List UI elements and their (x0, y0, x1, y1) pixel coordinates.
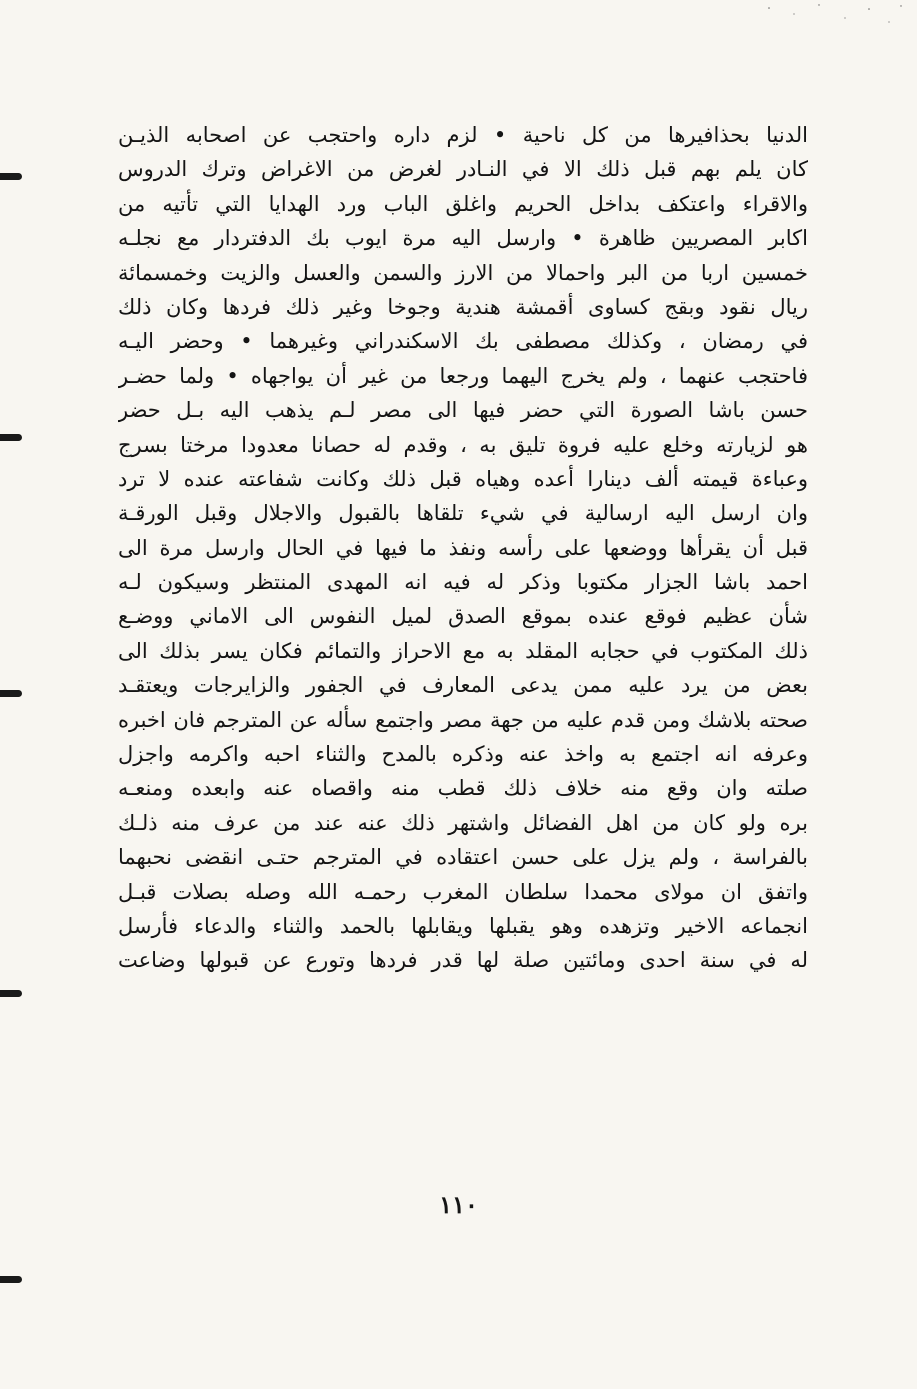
text-line: اكابر المصريين ظاهرة • وارسل اليه مرة ايوب بك الدفتردار مع نجلـه (118, 226, 808, 251)
text-line: قبل أن يقرأها ووضعها على رأسه ونفذ ما فيها في الحال وارسل مرة الى (118, 535, 808, 560)
text-line: له في سنة احدى ومائتين صلة لها قدر فردها وتورع عن قبولها وضاعت (118, 948, 808, 973)
binding-mark (0, 434, 22, 441)
binding-mark (0, 173, 22, 180)
text-line: الدنيا بحذافيرها من كل ناحية • لزم داره واحتجب عن اصحابه الذيـن (118, 123, 808, 147)
text-line: فاحتجب عنهما ، ولم يخرج اليهما ورجعا من غير أن يواجهاه • ولما حضـر (118, 363, 808, 388)
binding-mark (0, 990, 22, 997)
text-line: انجماعه الاخير وتزهده وهو يقبلها ويقابلها بالحمد والثناء والدعاء فأرسل (118, 913, 808, 938)
text-line: ريال نقود وبقج كساوى أقمشة هندية وجوخا وغير ذلك فردها وكان ذلك (118, 294, 808, 319)
text-line: خمسين اربا من البر واحمالا من الارز والسمن والعسل والزيت وخمسمائة (118, 260, 808, 285)
text-line: احمد باشا الجزار مكتوبا وذكر له فيه انه المهدى المنتظر وسيكون لـه (118, 570, 808, 595)
binding-mark (0, 690, 22, 697)
text-line: وان ارسل اليه ارسالية في شيء تلقاها بالقبول والاجلال وقبل الورقـة (118, 501, 808, 526)
text-line: واتفق ان مولاى محمدا سلطان المغرب رحمـه الله وصله بصلات قبـل (118, 879, 808, 904)
text-line: حسن باشا الصورة التي حضر فيها الى مصر لـم يذهب اليه بـل حضر (118, 398, 808, 423)
body-text (118, 118, 808, 978)
page-number: ١١٠ (439, 1190, 478, 1219)
text-line: ذلك المكتوب في حجابه المقلد به مع الاحراز والتمائم فكان يسر بذلك الى (118, 638, 808, 663)
text-line: صحته بلاشك ومن قدم عليه من جهة مصر واجتمع سأله عن المترجم فان اخبره (118, 707, 808, 732)
paper-specks (749, 0, 909, 40)
text-line: شأن عظيم فوقع عنده بموقع الصدق لميل النفوس الى الاماني ووضـع (118, 604, 808, 629)
text-line: صلته وان وقع منه خلاف ذلك قطب منه واقصاه عنه وابعده ومنعـه (118, 776, 808, 801)
text-line: في رمضان ، وكذلك مصطفى بك الاسكندراني وغيرهما • وحضر اليـه (118, 329, 808, 354)
text-line: بعض من يرد عليه ممن يدعى المعارف في الجفور والزايرجات ويعتقـد (118, 673, 808, 698)
text-line: هو لزيارته وخلع عليه فروة تليق به ، وقدم له حصانا معدودا مرختا بسرج (118, 432, 808, 457)
text-line: والاقراء واعتكف بداخل الحريم واغلق الباب ورد الهدايا التي تأتيه من (118, 191, 808, 216)
text-line: وعرفه انه اجتمع به واخذ عنه وذكره بالمدح والثناء احبه واكرمه واجزل (118, 742, 808, 767)
binding-mark (0, 1276, 22, 1283)
text-line: وعباءة قيمته ألف دينارا أعده وهياه قبل ذلك وكانت شفاعته عنده لا ترد (118, 466, 808, 491)
text-line: بره ولو كان من اهل الفضائل واشتهر ذلك عنه عند من عرف منه ذلـك (118, 810, 808, 835)
text-line: كان يلم بهم قبل ذلك الا في النـادر لغرض من الاغراض وترك الدروس (118, 157, 808, 182)
text-line: بالفراسة ، ولم يزل على حسن اعتقاده في المترجم حتـى انقضى نحبهما (118, 845, 808, 870)
